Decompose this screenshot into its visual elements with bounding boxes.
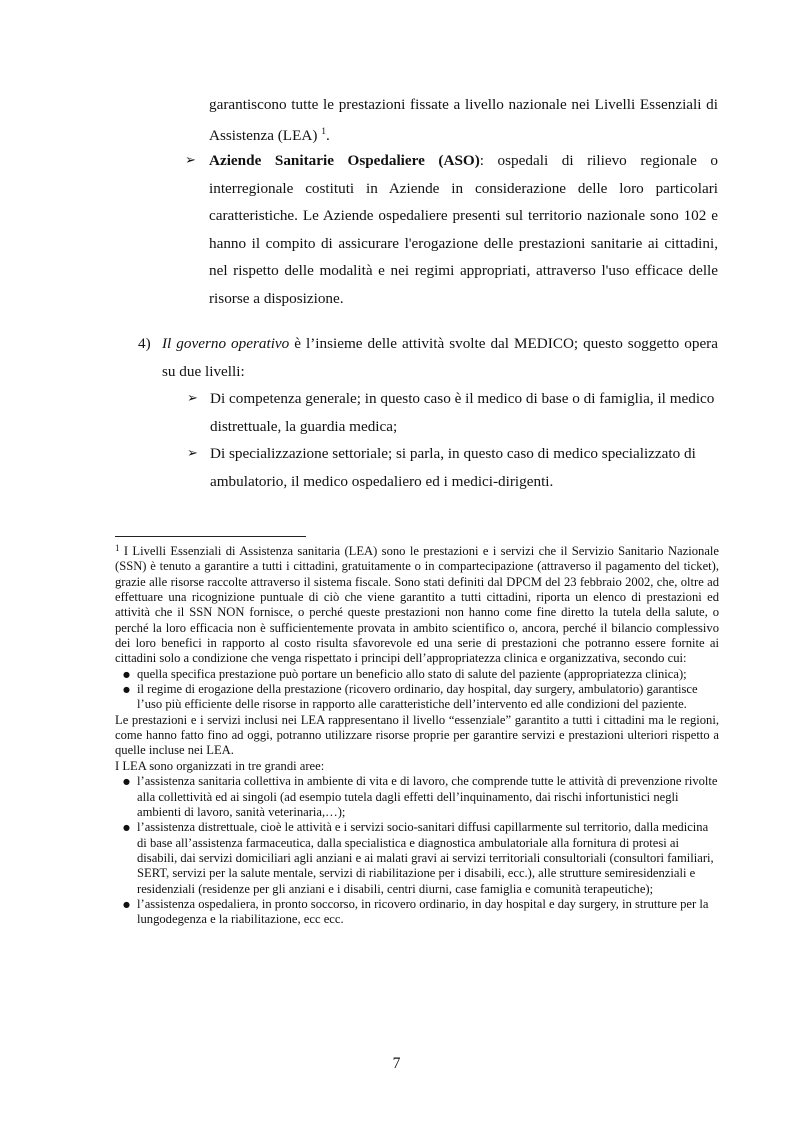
list-item: ● l’assistenza ospedaliera, in pronto soccorso, in ricovero ordinario, in day hospital e day surgery, in strutture per la lungodegenza e la riabilitazione, ecc ecc.: [123, 896, 709, 927]
footnote-areas-intro: I LEA sono organizzati in tre grandi aree:: [115, 758, 325, 773]
aso-list-item: [185, 147, 718, 313]
list-item: ● quella specifica prestazione può portare un beneficio allo stato di salute del paziente (appropriatezza clinica);: [123, 666, 687, 681]
item-number: 4): [138, 335, 151, 352]
numbered-item-4: [138, 330, 718, 385]
level-text: Di competenza generale; in questo caso è il medico di base o di famiglia, il medico distrettuale, la guardia medica;: [210, 390, 715, 435]
continued-end: .: [325, 126, 330, 144]
continued-text: garantiscono tutte le prestazioni fissate a livello nazionale nei Livelli Essenziali di Assistenza (LEA): [209, 96, 718, 144]
footnote-divider: [115, 536, 306, 537]
aso-heading: Aziende Sanitarie Ospedaliere (ASO): [209, 152, 480, 169]
bullet-icon: ●: [123, 823, 130, 833]
arrow-bullet-icon: ➢: [187, 446, 198, 461]
bullet-icon: ●: [123, 777, 130, 787]
item-text: è l’insieme delle attività svolte dal MEDICO; questo soggetto opera su due livelli:: [162, 335, 718, 380]
aso-description: : ospedali di rilievo regionale o interregionale costituti in Aziende in considerazione delle loro particolari caratteristiche. Le Aziende ospedaliere presenti sul territorio nazionale sono 102 e hanno il compito di assicurare l'erogazione delle prestazioni sanitarie ai cittadini, nel rispetto delle modalità e nei regimi appropriati, attraverso l'uso efficace delle risorse a disposizione.: [209, 152, 719, 307]
footnote-intro: $^1$ I Livelli Essenziali di Assistenza sanitaria (LEA) sono le prestazioni e i servizi che il Servizio Sanitario Nazionale (SSN) è tenuto a garantire a tutti i cittadini, gratuitamente o in compartecipazione (attraverso il pagamento del ticket), grazie alle risorse raccolte attraverso il sistema fiscale. Sono stati definiti dal DPCM del 23 febbraio 2002, che, oltre ad effettuare una ricognizione puntuale di ciò che viene garantito a tutti cittadini, riporta un elenco di prestazioni ed attività che il SSN NON fornisce, o perché queste prestazioni non hanno come fine diretto la tutela della salute, o perché la loro efficacia non è sufficientemente provata in ambito scientifico o, ancora, perché il bilancio complessivo dei loro benefici in rapporto al costo risulta sfavorevole ed una serie di prestazioni che potranno essere fornite ai cittadini solo a condizione che venga rispettato i principi dell’appropriatezza clinica e organizzativa, secondo cui:: [115, 543, 719, 666]
arrow-bullet-icon: ➢: [185, 153, 196, 168]
item-italic-term: Il governo operativo: [162, 335, 290, 352]
footnote: [115, 541, 719, 928]
footnote-reference[interactable]: 1: [321, 126, 326, 137]
bullet-icon: ●: [123, 669, 130, 679]
page-number: 7: [392, 1055, 401, 1072]
continued-paragraph: [209, 91, 718, 149]
list-item: ● il regime di erogazione della prestazione (ricovero ordinario, day hospital, day surgery, ambulatorio) garantisce l’uso più efficiente delle risorse in rapporto alle caratteristiche dell’intervento ed alle condizioni del paziente.: [123, 682, 698, 712]
criteria-list: [115, 667, 719, 713]
level-list-item: [187, 385, 718, 440]
level-list-item: [187, 440, 718, 495]
footnote-middle: Le prestazioni e i servizi inclusi nei LEA rappresentano il livello “essenziale” garantito a tutti i cittadini ma le regioni, come hanno fatto fino ad oggi, potranno utilizzare risorse proprie per garantire servizi e prestazioni ulteriori rispetto a quelle incluse nei LEA.: [115, 712, 719, 758]
list-item: ● l’assistenza distrettuale, cioè le attività e i servizi socio-sanitari diffusi capillarmente sul territorio, dalla medicina di base all’assistenza farmaceutica, dalla specialistica e diagnostica ambulatoriale alla fornitura di protesi ai disabili, dai servizi domiciliari agli anziani e ai malati gravi ai servizi territoriali consultoriali (consultori familiari, SERT, servizi per la salute mentale, servizi di riabilitazione per i disabili, ecc.), alle strutture semiresidenziali e residenziali (residenze per gli anziani e i disabili, centri diurni, case famiglia e comunità terapeutiche);: [123, 820, 714, 896]
footnote-number: 1: [115, 543, 120, 553]
arrow-bullet-icon: ➢: [187, 391, 198, 406]
level-text: Di specializzazione settoriale; si parla, in questo caso di medico specializzato di ambulatorio, il medico ospedaliero ed i medici-dirigenti.: [210, 445, 696, 490]
list-item: ● l’assistenza sanitaria collettiva in ambiente di vita e di lavoro, che comprende tutte le attività di prevenzione rivolte alla collettività ed ai singoli (ad esempio tutela dagli effetti dell’inquinamento, dai rischi infortunistici negli ambienti di lavoro, sanità veterinaria,…);: [123, 774, 718, 819]
bullet-icon: ●: [123, 899, 130, 909]
bullet-icon: ●: [123, 685, 130, 695]
areas-list: [115, 774, 719, 927]
